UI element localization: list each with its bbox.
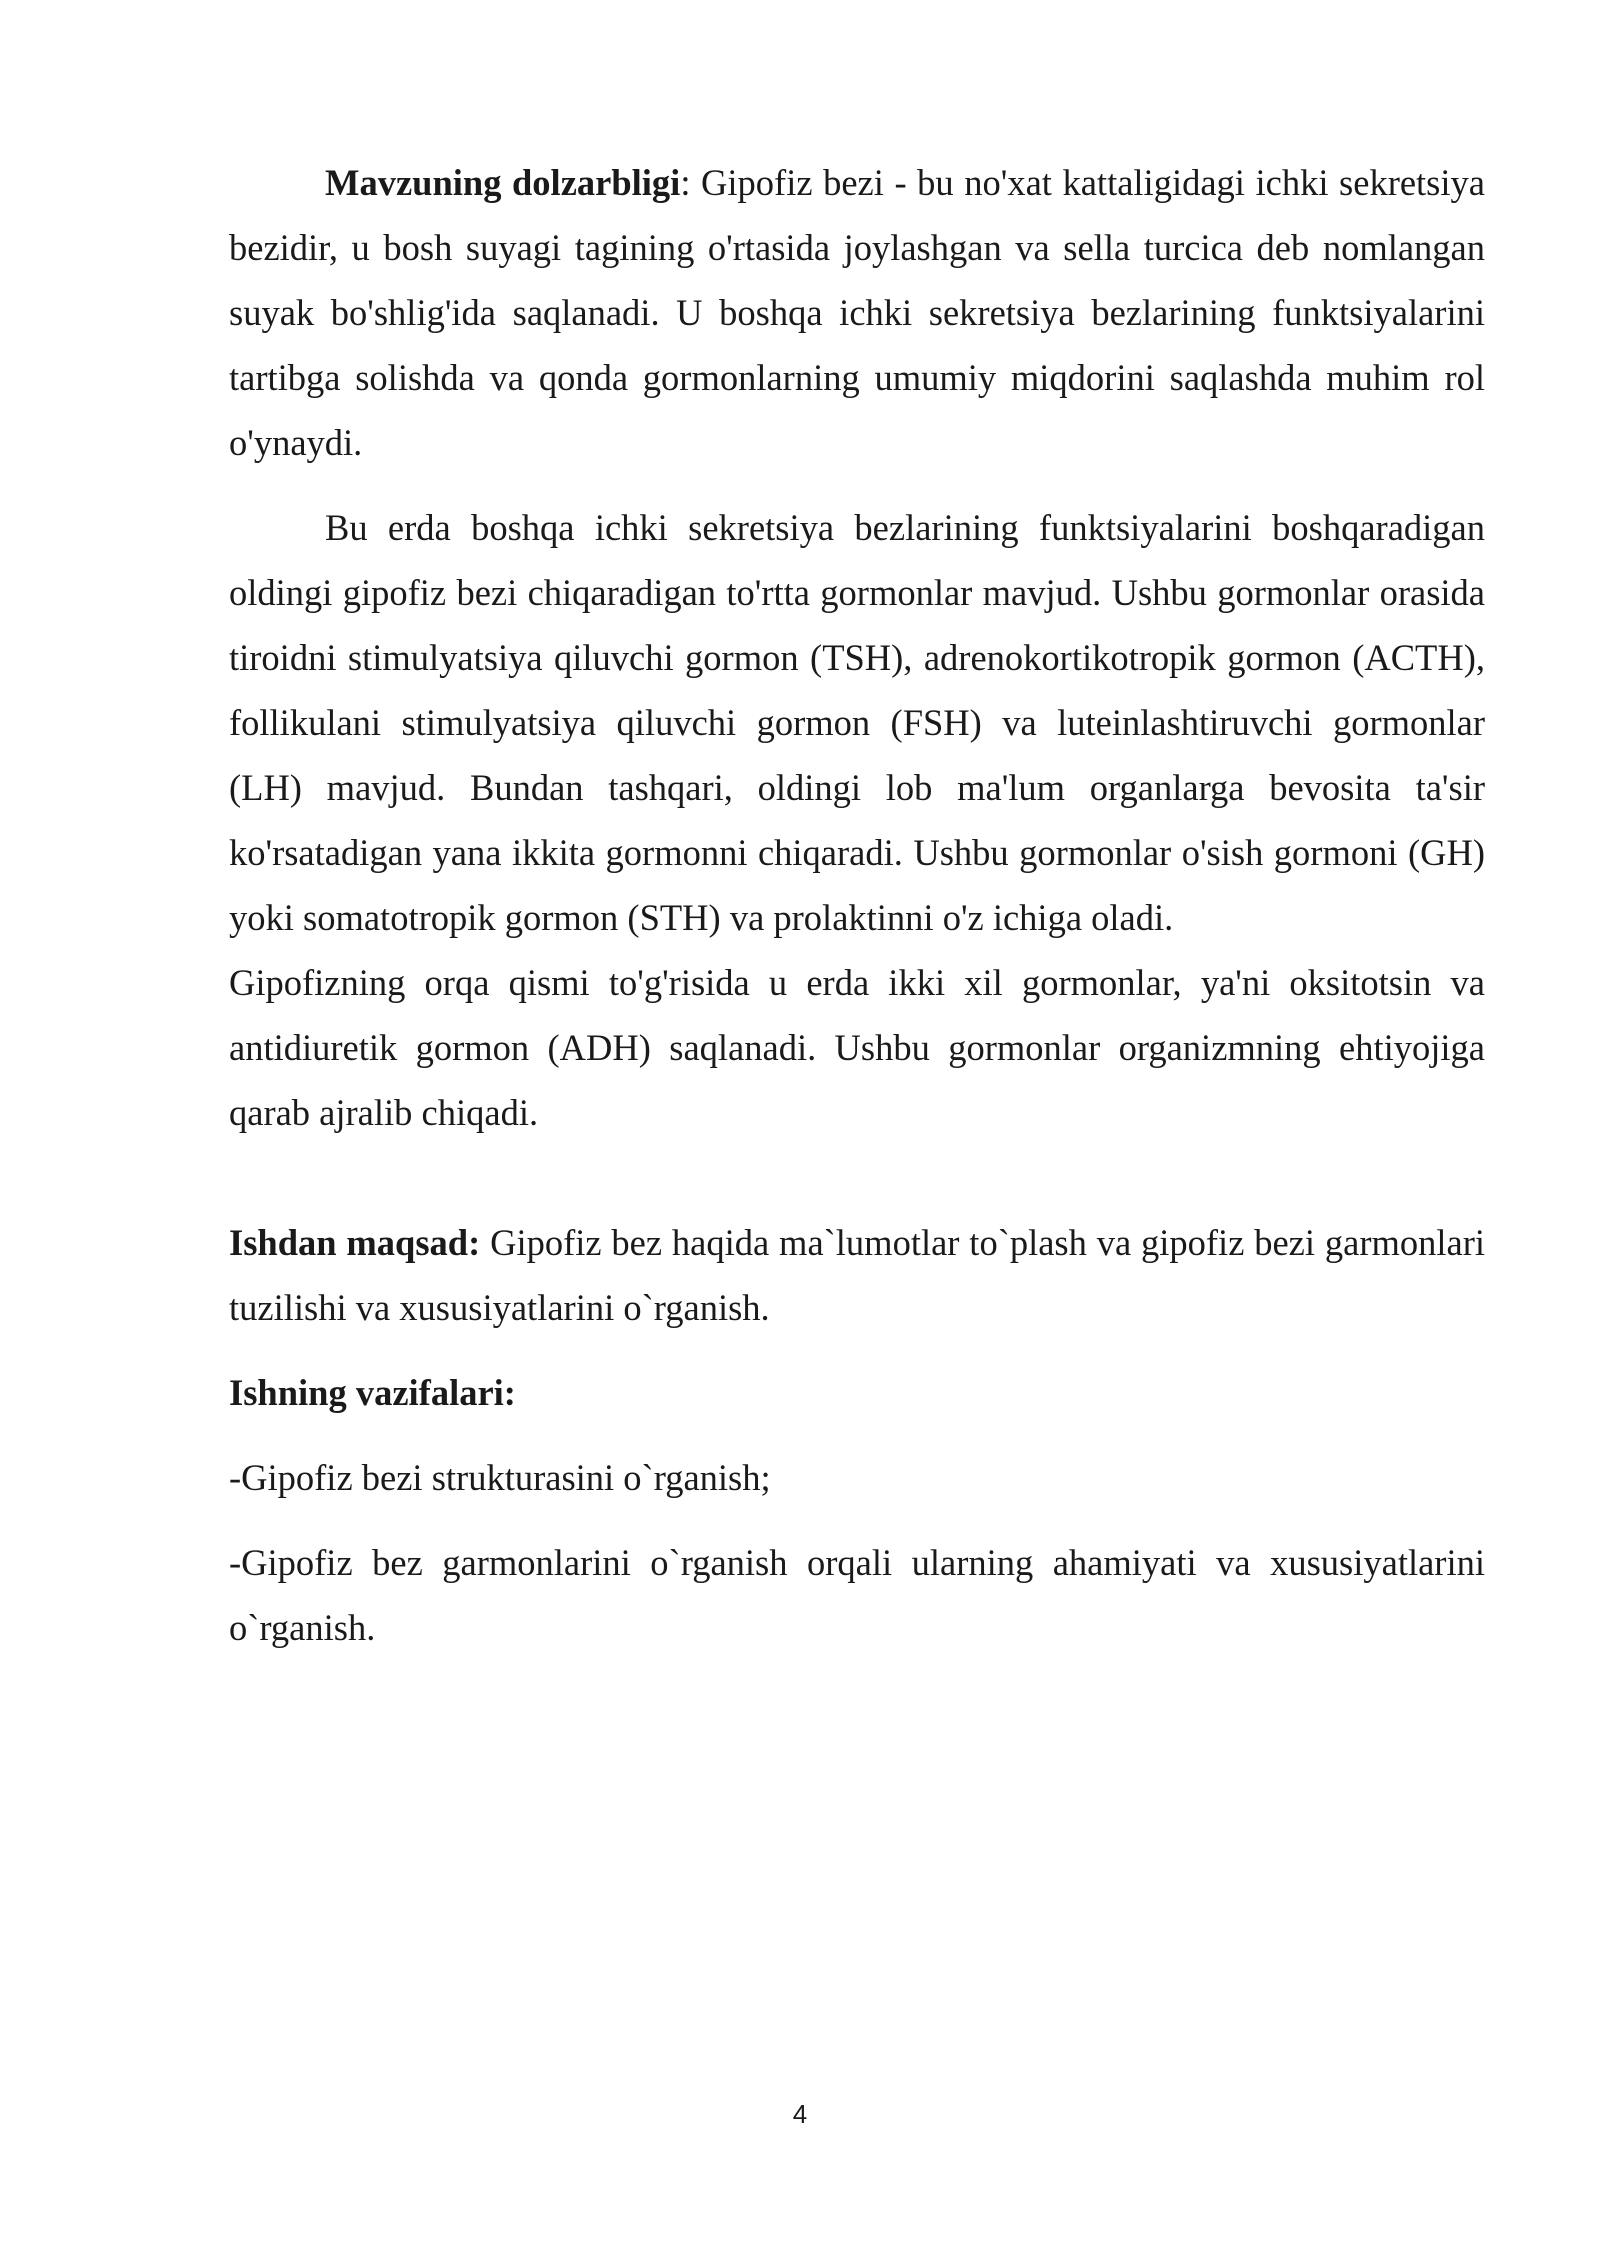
relevance-text: Gipofiz bezi - bu no'xat kattaligidagi ichki sekretsiya bezidir, u bosh suyagi tagining o'rtasida joylashgan va sella turcica deb nomlangan suyak bo'shlig'ida saqlanadi. U boshqa ichki sekretsiya bezlarining funktsiyalarini tartibga solishda va qonda gormonlarning umumiy miqdorini saqlashda muhim rol o'ynaydi. (229, 162, 1485, 463)
relevance-title: Mavzuning dolzarbligi (325, 162, 681, 203)
relevance-paragraph (229, 150, 1485, 475)
goal-text: Gipofiz bez haqida ma`lumotlar to`plash va gipofiz bezi garmonlari tuzilishi va xususiyatlarini o`rganish. (229, 1222, 1485, 1328)
hormones-paragraph: Bu erda boshqa ichki sekretsiya bezlarining funktsiyalarini boshqaradigan oldingi gipofiz bezi chiqaradigan to'rtta gormonlar mavjud. Ushbu gormonlar orasida tiroidni stimulyatsiya qiluvchi gormon (TSH), adrenokortikotropik gormon (ACTH), follikulani stimulyatsiya qiluvchi gormon (FSH) va luteinlashtiruvchi gormonlar (LH) mavjud. Bundan tashqari, oldingi lob ma'lum organlarga bevosita ta'sir ko'rsatadigan yana ikkita gormonni chiqaradi. Ushbu gormonlar o'sish gormoni (GH) yoki somatotropik gormon (STH) va prolaktinni o'z ichiga oladi. (229, 507, 1485, 938)
tasks-heading: Ishning vazifalari: (229, 1372, 516, 1413)
task-item: -Gipofiz bez garmonlarini o`rganish orqali ularning ahamiyati va xususiyatlarini o`rganish. (229, 1542, 1485, 1648)
task-item: -Gipofiz bezi strukturasini o`rganish; (229, 1457, 771, 1498)
relevance-separator: : (680, 162, 702, 203)
page-number: 4 (792, 2099, 808, 2129)
posterior-lobe-paragraph: Gipofizning orqa qismi to'g'risida u erda ikki xil gormonlar, ya'ni oksitotsin va antidiuretik gormon (ADH) saqlanadi. Ushbu gormonlar organizmning ehtiyojiga qarab ajralib chiqadi. (229, 962, 1485, 1133)
goal-title: Ishdan maqsad: (229, 1222, 481, 1263)
goal-paragraph (229, 1210, 1485, 1340)
document-page (229, 150, 1485, 1660)
